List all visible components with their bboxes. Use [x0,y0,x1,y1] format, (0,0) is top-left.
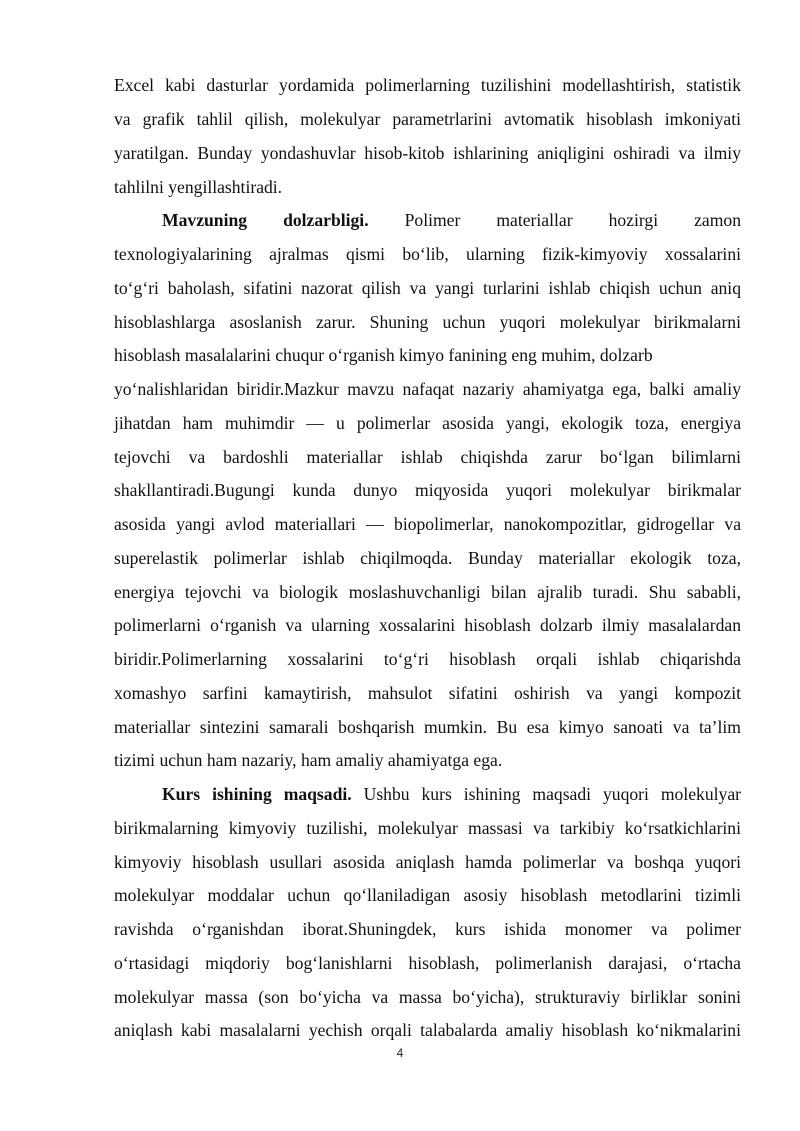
section-heading-relevance: Mavzuning dolzarbligi. [162,210,369,230]
page-number: 4 [396,1046,404,1060]
text-line: molekulyar moddalar uchun qo‘llaniladigan asosiy hisoblash metodlarini tizimli [114,885,741,905]
text-line: polimerlarni o‘rganish va ularning xossalarini hisoblash dolzarb ilmiy masalalardan [114,615,741,635]
text-line: superelastik polimerlar ishlab chiqilmoqda. Bunday materiallar ekologik toza, [114,548,741,568]
text-line: Excel kabi dasturlar yordamida polimerlarning tuzilishini modellashtirish, statistik [114,75,741,95]
text-span: Ushbu kurs ishining maqsadi yuqori molekulyar [363,784,741,804]
text-line: materiallar sintezini samarali boshqarish mumkin. Bu esa kimyo sanoati va ta’lim [114,717,741,737]
text-line: birikmalarning kimyoviy tuzilishi, molekulyar massasi va tarkibiy ko‘rsatkichlarini [114,818,741,838]
text-line: molekulyar massa (son bo‘yicha va massa bo‘yicha), strukturaviy birliklar sonini [114,987,741,1007]
text-line: jihatdan ham muhimdir — u polimerlar asosida yangi, ekologik toza, energiya [114,413,741,433]
text-line: texnologiyalarining ajralmas qismi bo‘lib, ularning fizik-kimyoviy xossalarini [114,244,741,264]
text-line: biridir.Polimerlarning xossalarini to‘g‘ri hisoblash orqali ishlab chiqarishda [114,649,741,669]
text-line: kimyoviy hisoblash usullari asosida aniqlash hamda polimerlar va boshqa yuqori [114,852,741,872]
text-line: tizimi uchun ham nazariy, ham amaliy ahamiyatga ega. [114,750,503,770]
text-line: va grafik tahlil qilish, molekulyar parametrlarini avtomatik hisoblash imkoniyati [114,109,741,129]
text-line: xomashyo sarfini kamaytirish, mahsulot sifatini oshirish va yangi kompozit [114,683,741,703]
text-line: hisoblash masalalarini chuqur o‘rganish kimyo fanining eng muhim, dolzarb [114,345,653,365]
text-line: yaratilgan. Bunday yondashuvlar hisob-kitob ishlarining aniqligini oshiradi va ilmiy [114,143,741,163]
section-heading-line [162,209,741,231]
text-line: energiya tejovchi va biologik moslashuvchanligi bilan ajralib turadi. Shu sababli, [114,582,741,602]
text-line: o‘rtasidagi miqdoriy bog‘lanishlarni hisoblash, polimerlanish darajasi, o‘rtacha [114,953,741,973]
section-heading-line [162,783,741,805]
text-line: to‘g‘ri baholash, sifatini nazorat qilish va yangi turlarini ishlab chiqish uchun aniq [114,278,741,298]
text-line: ravishda o‘rganishdan iborat.Shuningdek, kurs ishida monomer va polimer [114,919,741,939]
text-line: shakllantiradi.Bugungi kunda dunyo miqyosida yuqori molekulyar birikmalar [114,480,741,500]
section-heading-goal: Kurs ishining maqsadi. [162,784,352,804]
text-line: tejovchi va bardoshli materiallar ishlab chiqishda zarur bo‘lgan bilimlarni [114,447,741,467]
text-line: tahlilni yengillashtiradi. [114,177,283,197]
text-line: yo‘nalishlaridan biridir.Mazkur mavzu nafaqat nazariy ahamiyatga ega, balki amaliy [114,379,741,399]
text-span: Polimer materiallar hozirgi zamon [404,210,742,230]
text-line: aniqlash kabi masalalarni yechish orqali talabalarda amaliy hisoblash ko‘nikmalarini [114,1020,741,1040]
text-line: asosida yangi avlod materiallari — biopolimerlar, nanokompozitlar, gidrogellar va [114,514,741,534]
text-line: hisoblashlarga asoslanish zarur. Shuning uchun yuqori molekulyar birikmalarni [114,312,741,332]
